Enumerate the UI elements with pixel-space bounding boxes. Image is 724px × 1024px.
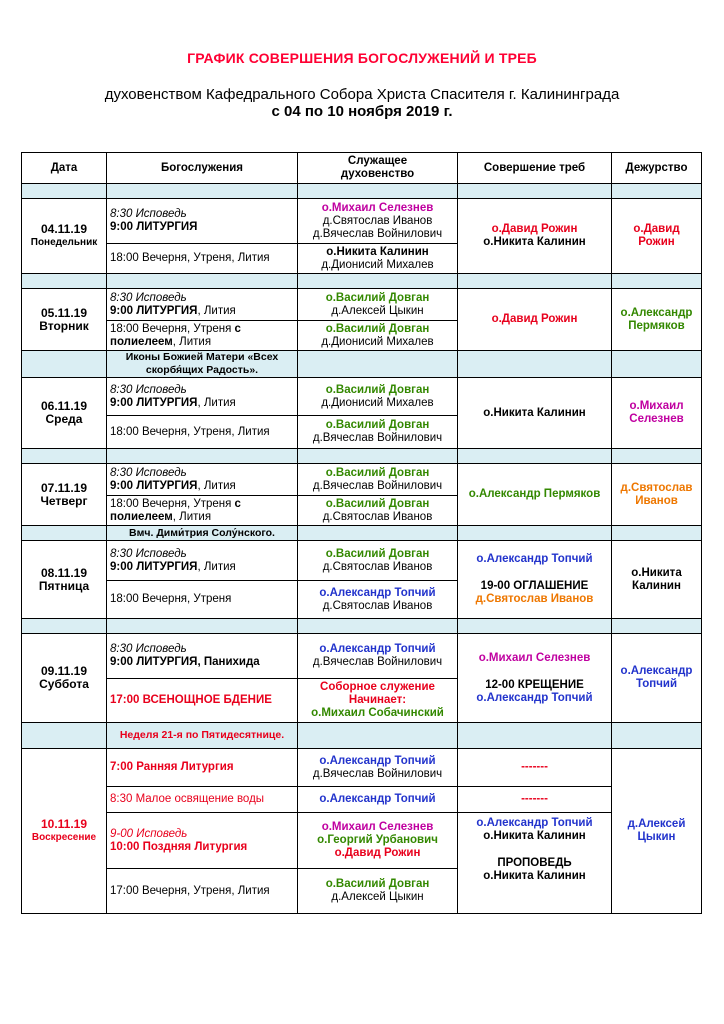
header-rites: Совершение треб (458, 153, 612, 184)
feast-note: Неделя 21-я по Пятидесятнице. (107, 723, 298, 749)
service-cell: 18:00 Вечерня, Утреня (107, 581, 298, 619)
service-cell: 8:30 Исповедь 9:00 ЛИТУРГИЯ (107, 199, 298, 244)
page-period: с 04 по 10 ноября 2019 г. (271, 103, 453, 120)
service-cell: 18:00 Вечерня, Утреня, Лития (107, 244, 298, 274)
separator-row (22, 274, 702, 289)
service-cell: 8:30 Малое освящение воды (107, 787, 298, 813)
clergy-cell: о.Василий Довган д.Алексей Цыкин (298, 289, 458, 321)
service-cell: 7:00 Ранняя Литургия (107, 749, 298, 787)
rites-cell: о.Михаил Селезнев 12-00 КРЕЩЕНИЕ о.Александр Топчий (458, 634, 612, 723)
rites-cell: о.Давид Рожин (458, 289, 612, 351)
day-row (22, 813, 702, 869)
rites-cell: о.Давид Рожин о.Никита Калинин (458, 199, 612, 274)
clergy-cell: о.Василий Довган д.Алексей Цыкин (298, 869, 458, 914)
service-cell: 9-00 Исповедь 10:00 Поздняя Литургия (107, 813, 298, 869)
service-cell: 18:00 Вечерня, Утреня с полиелеем, Лития (107, 321, 298, 351)
header-services: Богослужения (107, 153, 298, 184)
header-clergy: Служащее духовенство (298, 153, 458, 184)
clergy-cell: о.Василий Довган д.Вячеслав Войнилович (298, 416, 458, 449)
duty-cell: д.Святослав Иванов (612, 464, 702, 526)
service-cell: 18:00 Вечерня, Утреня, Лития (107, 416, 298, 449)
clergy-cell: о.Михаил Селезнев о.Георгий Урбанович о.Давид Рожин (298, 813, 458, 869)
separator-row (22, 619, 702, 634)
duty-cell: о.Никита Калинин (612, 541, 702, 619)
duty-cell: д.Алексей Цыкин (612, 749, 702, 914)
rites-cell: ------- (458, 787, 612, 813)
day-row (22, 199, 702, 244)
page-title: ГРАФИК СОВЕРШЕНИЯ БОГОСЛУЖЕНИЙ И ТРЕБ (187, 50, 537, 66)
feast-note: Вмч. Дими́трия Солу́нского. (107, 526, 298, 541)
separator-row (22, 184, 702, 199)
day-date: 06.11.19 Среда (22, 378, 107, 449)
day-row (22, 787, 702, 813)
duty-cell: о.Александр Пермяков (612, 289, 702, 351)
service-cell: 8:30 Исповедь 9:00 ЛИТУРГИЯ, Лития (107, 464, 298, 496)
clergy-cell: о.Василий Довган д.Вячеслав Войнилович (298, 464, 458, 496)
day-date: 05.11.19 Вторник (22, 289, 107, 351)
clergy-cell: о.Василий Довган д.Дионисий Михалев (298, 321, 458, 351)
clergy-cell: о.Никита Калинин д.Дионисий Михалев (298, 244, 458, 274)
service-cell: 8:30 Исповедь 9:00 ЛИТУРГИЯ, Лития (107, 541, 298, 581)
feast-note-row (22, 723, 702, 749)
service-cell: 18:00 Вечерня, Утреня с полиелеем, Лития (107, 496, 298, 526)
day-row (22, 378, 702, 416)
feast-note-row (22, 526, 702, 541)
clergy-cell: о.Василий Довган д.Святослав Иванов (298, 541, 458, 581)
rites-cell: о.Никита Калинин (458, 378, 612, 449)
header-date: Дата (22, 153, 107, 184)
clergy-cell: Соборное служение Начинает: о.Михаил Собачинский (298, 679, 458, 723)
day-date: 07.11.19 Четверг (22, 464, 107, 526)
header-row (22, 153, 702, 184)
duty-cell: о.Давид Рожин (612, 199, 702, 274)
feast-note-row (22, 351, 702, 378)
duty-cell: о.Александр Топчий (612, 634, 702, 723)
day-date: 10.11.19 Воскресение (22, 749, 107, 914)
day-row (22, 464, 702, 496)
service-cell: 8:30 Исповедь 9:00 ЛИТУРГИЯ, Лития (107, 378, 298, 416)
rites-cell: ------- (458, 749, 612, 787)
separator-row (22, 449, 702, 464)
clergy-cell: о.Михаил Селезнев д.Святослав Иванов д.Вячеслав Войнилович (298, 199, 458, 244)
service-cell: 17:00 ВСЕНОЩНОЕ БДЕНИЕ (107, 679, 298, 723)
day-date: 09.11.19 Суббота (22, 634, 107, 723)
service-cell: 8:30 Исповедь 9:00 ЛИТУРГИЯ, Лития (107, 289, 298, 321)
rites-cell: о.Александр Топчий о.Никита Калинин ПРОПОВЕДЬ о.Никита Калинин (458, 813, 612, 914)
clergy-cell: о.Александр Топчий д.Вячеслав Войнилович (298, 749, 458, 787)
service-cell: 8:30 Исповедь 9:00 ЛИТУРГИЯ, Панихида (107, 634, 298, 679)
clergy-cell: о.Александр Топчий (298, 787, 458, 813)
day-row (22, 289, 702, 321)
day-row (22, 541, 702, 581)
clergy-cell: о.Александр Топчий д.Вячеслав Войнилович (298, 634, 458, 679)
page-subtitle: духовенством Кафедрального Собора Христа Спасителя г. Калининграда (104, 86, 620, 103)
clergy-cell: о.Александр Топчий д.Святослав Иванов (298, 581, 458, 619)
duty-cell: о.Михаил Селезнев (612, 378, 702, 449)
clergy-cell: о.Василий Довган д.Святослав Иванов (298, 496, 458, 526)
rites-cell: о.Александр Топчий 19-00 ОГЛАШЕНИЕ д.Святослав Иванов (458, 541, 612, 619)
day-date: 08.11.19 Пятница (22, 541, 107, 619)
day-date: 04.11.19 Понедельник (22, 199, 107, 274)
service-cell: 17:00 Вечерня, Утреня, Лития (107, 869, 298, 914)
feast-note: Иконы Божией Матери «Всех скорбя́щих Радость». (107, 351, 298, 378)
schedule-table (21, 152, 702, 914)
day-row (22, 749, 702, 787)
day-row (22, 634, 702, 679)
rites-cell: о.Александр Пермяков (458, 464, 612, 526)
clergy-cell: о.Василий Довган д.Дионисий Михалев (298, 378, 458, 416)
header-duty: Дежурство (612, 153, 702, 184)
